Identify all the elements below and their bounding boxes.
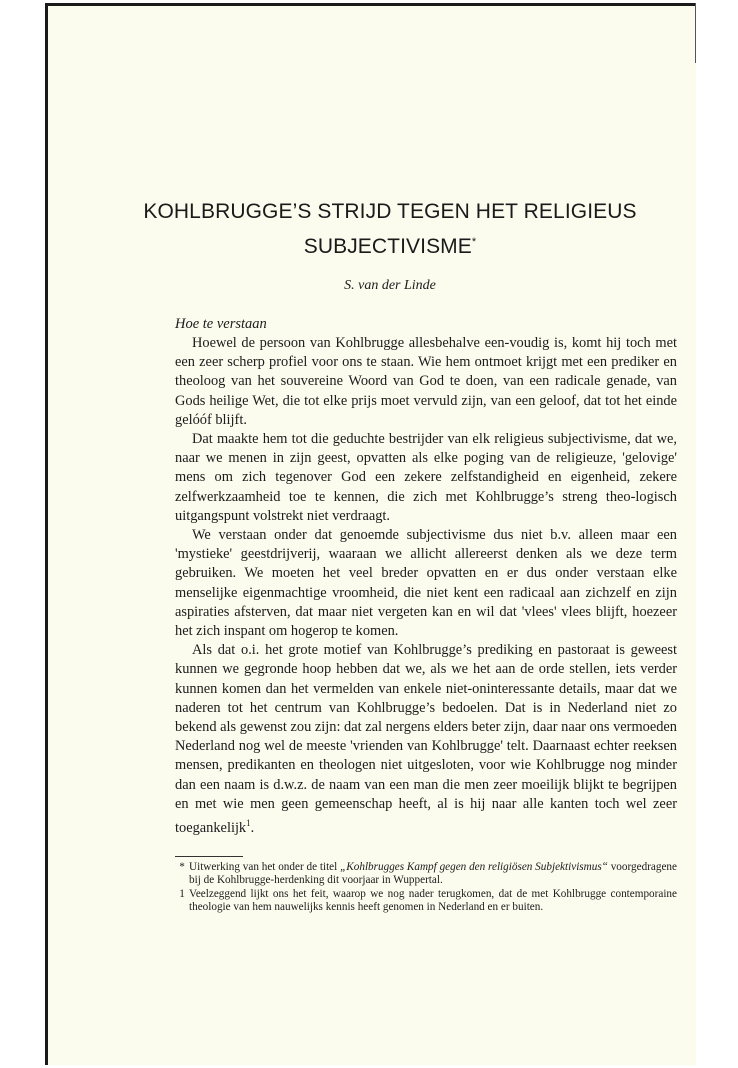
article-title: [130, 196, 650, 262]
footnote-star-text: [189, 861, 677, 888]
footnote-1: [175, 888, 677, 915]
body-paragraph-4-text: Als dat o.i. het grote motief van Kohlbrugge’s prediking en pastoraat is geweest kunnen we gegronde hoop hebben dat we, als we het aan de orde stellen, iets verder kunnen komen dan het vermelden van enkele niet-oninteressante details, maar dat we naderen tot het centrum van Kohlbrugge’s bedoelen. Dat is in Nederland niet zo bekend als gewenst zou zijn: dat zal nergens elders beter zijn, daar naar ons vermoeden Nederland nog wel de meeste 'vrienden van Kohlbrugge' telt. Daarnaast echter reeksen mensen, predikanten en theologen niet uitgesloten, voor wie Kohlbrugge nog minder dan een naam is d.w.z. de naam van een man die men zeer moeilijk blijkt te begrijpen en met wie men geen gemeenschap heeft, al is hij naar alle kanten toch wel zeer toegankelijk: [175, 642, 678, 836]
footnote-star-italic-title: „Kohlbrugges Kampf gegen den religiösen Subjektivismus“: [340, 861, 608, 873]
footnote-divider: [175, 856, 243, 857]
footnote-star: [175, 861, 677, 888]
body-paragraph-2: Dat maakte hem tot die geduchte bestrijder van elk religieus subjectivisme, dat we, naar we menen in zijn geest, opvatten als elke poging van de religieuze, 'gelovige' mens om zich tegenover God een zekere zelfstandigheid en eigenheid, zekere zelfwerkzaamheid toe te kennen, die zich met Kohlbrugge’s streng theo-logisch uitgangspunt volstrekt niet verdraagt.: [175, 431, 677, 524]
title-line-1: KOHLBRUGGE’S STRIJD TEGEN HET RELIGIEUS: [143, 200, 637, 223]
footnote-1-marker: 1: [179, 887, 185, 900]
footnote-star-text-after: voorgedragene bij de Kohlbrugge-herdenking dit voorjaar in Wuppertal.: [189, 861, 677, 887]
title-line-2: [130, 227, 650, 262]
body-paragraph-3: We verstaan onder dat genoemde subjectivisme dus niet b.v. alleen maar een 'mystieke' geestdrijverij, waaraan we allicht allereerst denken als we deze term gebruiken. We moeten het veel breder opvatten en er dus onder verstaan elke menselijke eigenmachtige vroomheid, die niet kent een radicaal aan zichzelf en zijn aspiraties afsterven, dat maar niet vergeten kan en wil dat 'vlees' vlees blijft, hoezeer het zich inspant om hogerop te komen.: [175, 527, 677, 640]
section-heading: Hoe te verstaan: [175, 316, 267, 332]
body-paragraph-4: Als dat o.i. het grote motief van Kohlbrugge’s prediking en pastoraat is geweest kunnen we gegronde hoop hebben dat we, als we het aan de orde stellen, iets verder kunnen komen dan het vermelden van enkele niet-oninteressante details, maar dat we naderen tot het centrum van Kohlbrugge’s bedoelen. Dat is in Nederland niet zo bekend als gewenst zou zijn: dat zal nergens elders beter zijn, daar naar ons vermoeden Nederland nog wel de meeste 'vrienden van Kohlbrugge' telt. Daarnaast echter reeksen mensen, predikanten en theologen niet uitgesloten, voor wie Kohlbrugge nog minder dan een naam is d.w.z. de naam van een man die men zeer moeilijk blijkt te begrijpen en met wie men geen gemeenschap heeft, al is hij naar alle kanten toch wel zeer toegankelijk$^1$.: [175, 642, 678, 836]
article-body: [175, 334, 677, 838]
footnote-ref-1: 1: [246, 818, 251, 829]
body-paragraph-1: Hoewel de persoon van Kohlbrugge allesbehalve een-voudig is, komt hij toch met een zeer scherp profiel voor ons te staan. Wie hem ontmoet krijgt met een prediker en theoloog van het souvereine Woord van God te doen, van een radicale genade, van Gods heilige Wet, die tot elke prijs moet vervuld zijn, van een geloof, dat tot het einde gelóóf blijft.: [175, 335, 677, 428]
footnote-1-text: Veelzeggend lijkt ons het feit, waarop we nog nader terugkomen, dat de met Kohlbrugge contemporaine theologie van hem nauwelijks kennis heeft genomen in Nederland en er buiten.: [189, 887, 677, 913]
footnote-star-marker: *: [179, 861, 185, 873]
footnote-star-text-before: Uitwerking van het onder de titel: [189, 861, 341, 873]
article-author: S. van der Linde: [344, 278, 436, 293]
footnotes: [175, 861, 677, 914]
title-line-2-text: SUBJECTIVISME: [303, 235, 472, 258]
page-edge-line: [695, 3, 696, 63]
title-footnote-mark: *: [471, 236, 477, 248]
